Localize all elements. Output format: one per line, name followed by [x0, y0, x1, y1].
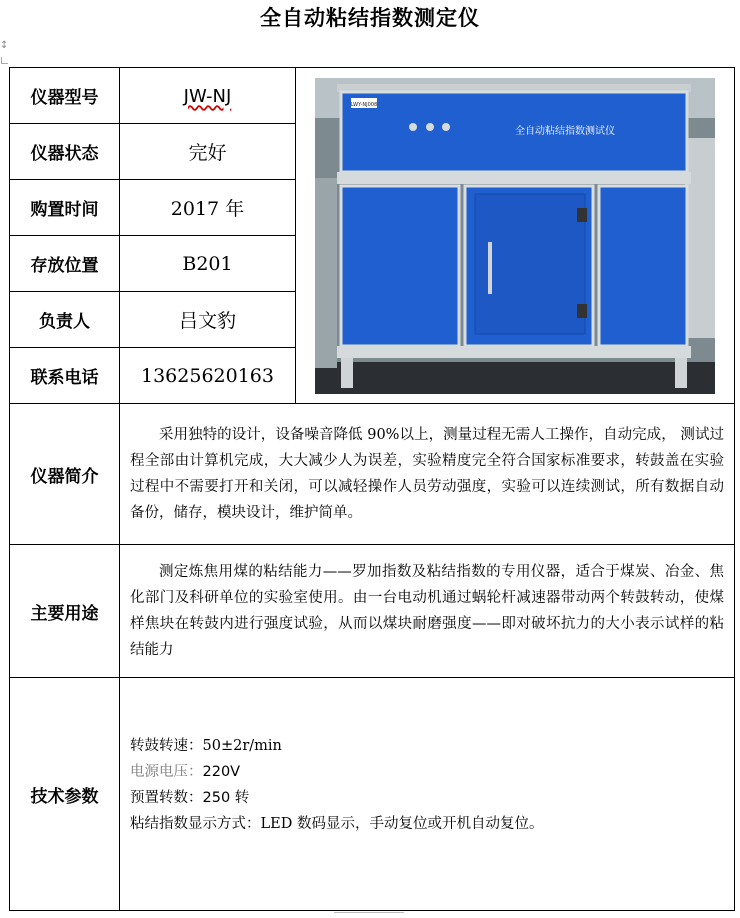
tech-value: 220V: [202, 764, 241, 780]
tech-key: 电源电压：: [130, 764, 203, 780]
label-location: 存放位置: [10, 236, 120, 292]
device-photo-cell: [296, 68, 735, 404]
tech-value: 50±2r/min: [202, 738, 282, 754]
device-knob-1: [409, 123, 417, 131]
table-row: [10, 545, 735, 678]
label-person: 负责人: [10, 292, 120, 348]
label-purchase-date: 购置时间: [10, 180, 120, 236]
label-tech: 技术参数: [10, 678, 120, 911]
model-text: JW-NJ: [183, 85, 232, 107]
device-panel-text: 全自动粘结指数测试仪: [515, 125, 615, 137]
label-use: 主要用途: [10, 545, 120, 678]
label-status: 仪器状态: [10, 124, 120, 180]
value-status: 完好: [120, 124, 296, 180]
spec-table: [9, 67, 735, 911]
value-purchase-date: 2017 年: [120, 180, 296, 236]
device-photo: [315, 78, 715, 394]
tech-key: 粘结指数显示方式：: [130, 816, 261, 832]
device-sticker: LWY-NJ008: [350, 101, 378, 108]
tech-list: [120, 678, 734, 910]
tech-line-preset: [130, 785, 724, 811]
table-row: [10, 678, 735, 911]
tech-line-speed: [130, 733, 724, 759]
value-phone: 13625620163: [120, 348, 296, 404]
intro-text: 采用独特的设计，设备噪音降低 90%以上，测量过程无需人工操作，自动完成， 测试过程全部由计算机完成，大大减少人为误差，实验精度完全符合国家标准要求，转鼓盖在实验过程中不需要打开和关闭，可以减轻操作人员劳动强度，实验可以连续测试，所有数据自动备份，储存，模块设计，维护简单。: [130, 427, 724, 521]
device-knob-2: [426, 123, 434, 131]
device-knob-3: [442, 123, 450, 131]
tech-cell: [120, 678, 735, 911]
use-cell: [120, 545, 735, 678]
tech-value: 250 转: [202, 790, 250, 806]
label-phone: 联系电话: [10, 348, 120, 404]
margin-corner-mark: [1, 57, 8, 64]
value-model: [120, 68, 296, 124]
use-text: 测定炼焦用煤的粘结能力——罗加指数及粘结指数的专用仪器，适合于煤炭、冶金、焦化部门及科研单位的实验室使用。由一台电动机通过蜗轮杆减速器带动两个转鼓转动，使煤样焦块在转鼓内进行强度试验，从而以煤块耐磨强度——即对破坏抗力的大小表示试样的粘结能力: [130, 564, 724, 658]
label-model: 仪器型号: [10, 68, 120, 124]
tech-line-display: [130, 811, 724, 837]
text-cursor-icon: ↕: [0, 40, 9, 51]
value-person: 吕文豹: [120, 292, 296, 348]
label-intro: 仪器简介: [10, 404, 120, 545]
tech-key: 预置转数：: [130, 790, 203, 806]
table-row: [10, 68, 735, 124]
table-row: [10, 404, 735, 545]
tech-value: LED 数码显示，手动复位或开机自动复位。: [260, 816, 544, 832]
intro-cell: [120, 404, 735, 545]
tech-key: 转鼓转速：: [130, 738, 203, 754]
page-title: 全自动粘结指数测定仪: [260, 6, 480, 30]
page-bottom-mark: [334, 912, 404, 915]
value-location: B201: [120, 236, 296, 292]
tech-line-voltage: [130, 759, 724, 785]
